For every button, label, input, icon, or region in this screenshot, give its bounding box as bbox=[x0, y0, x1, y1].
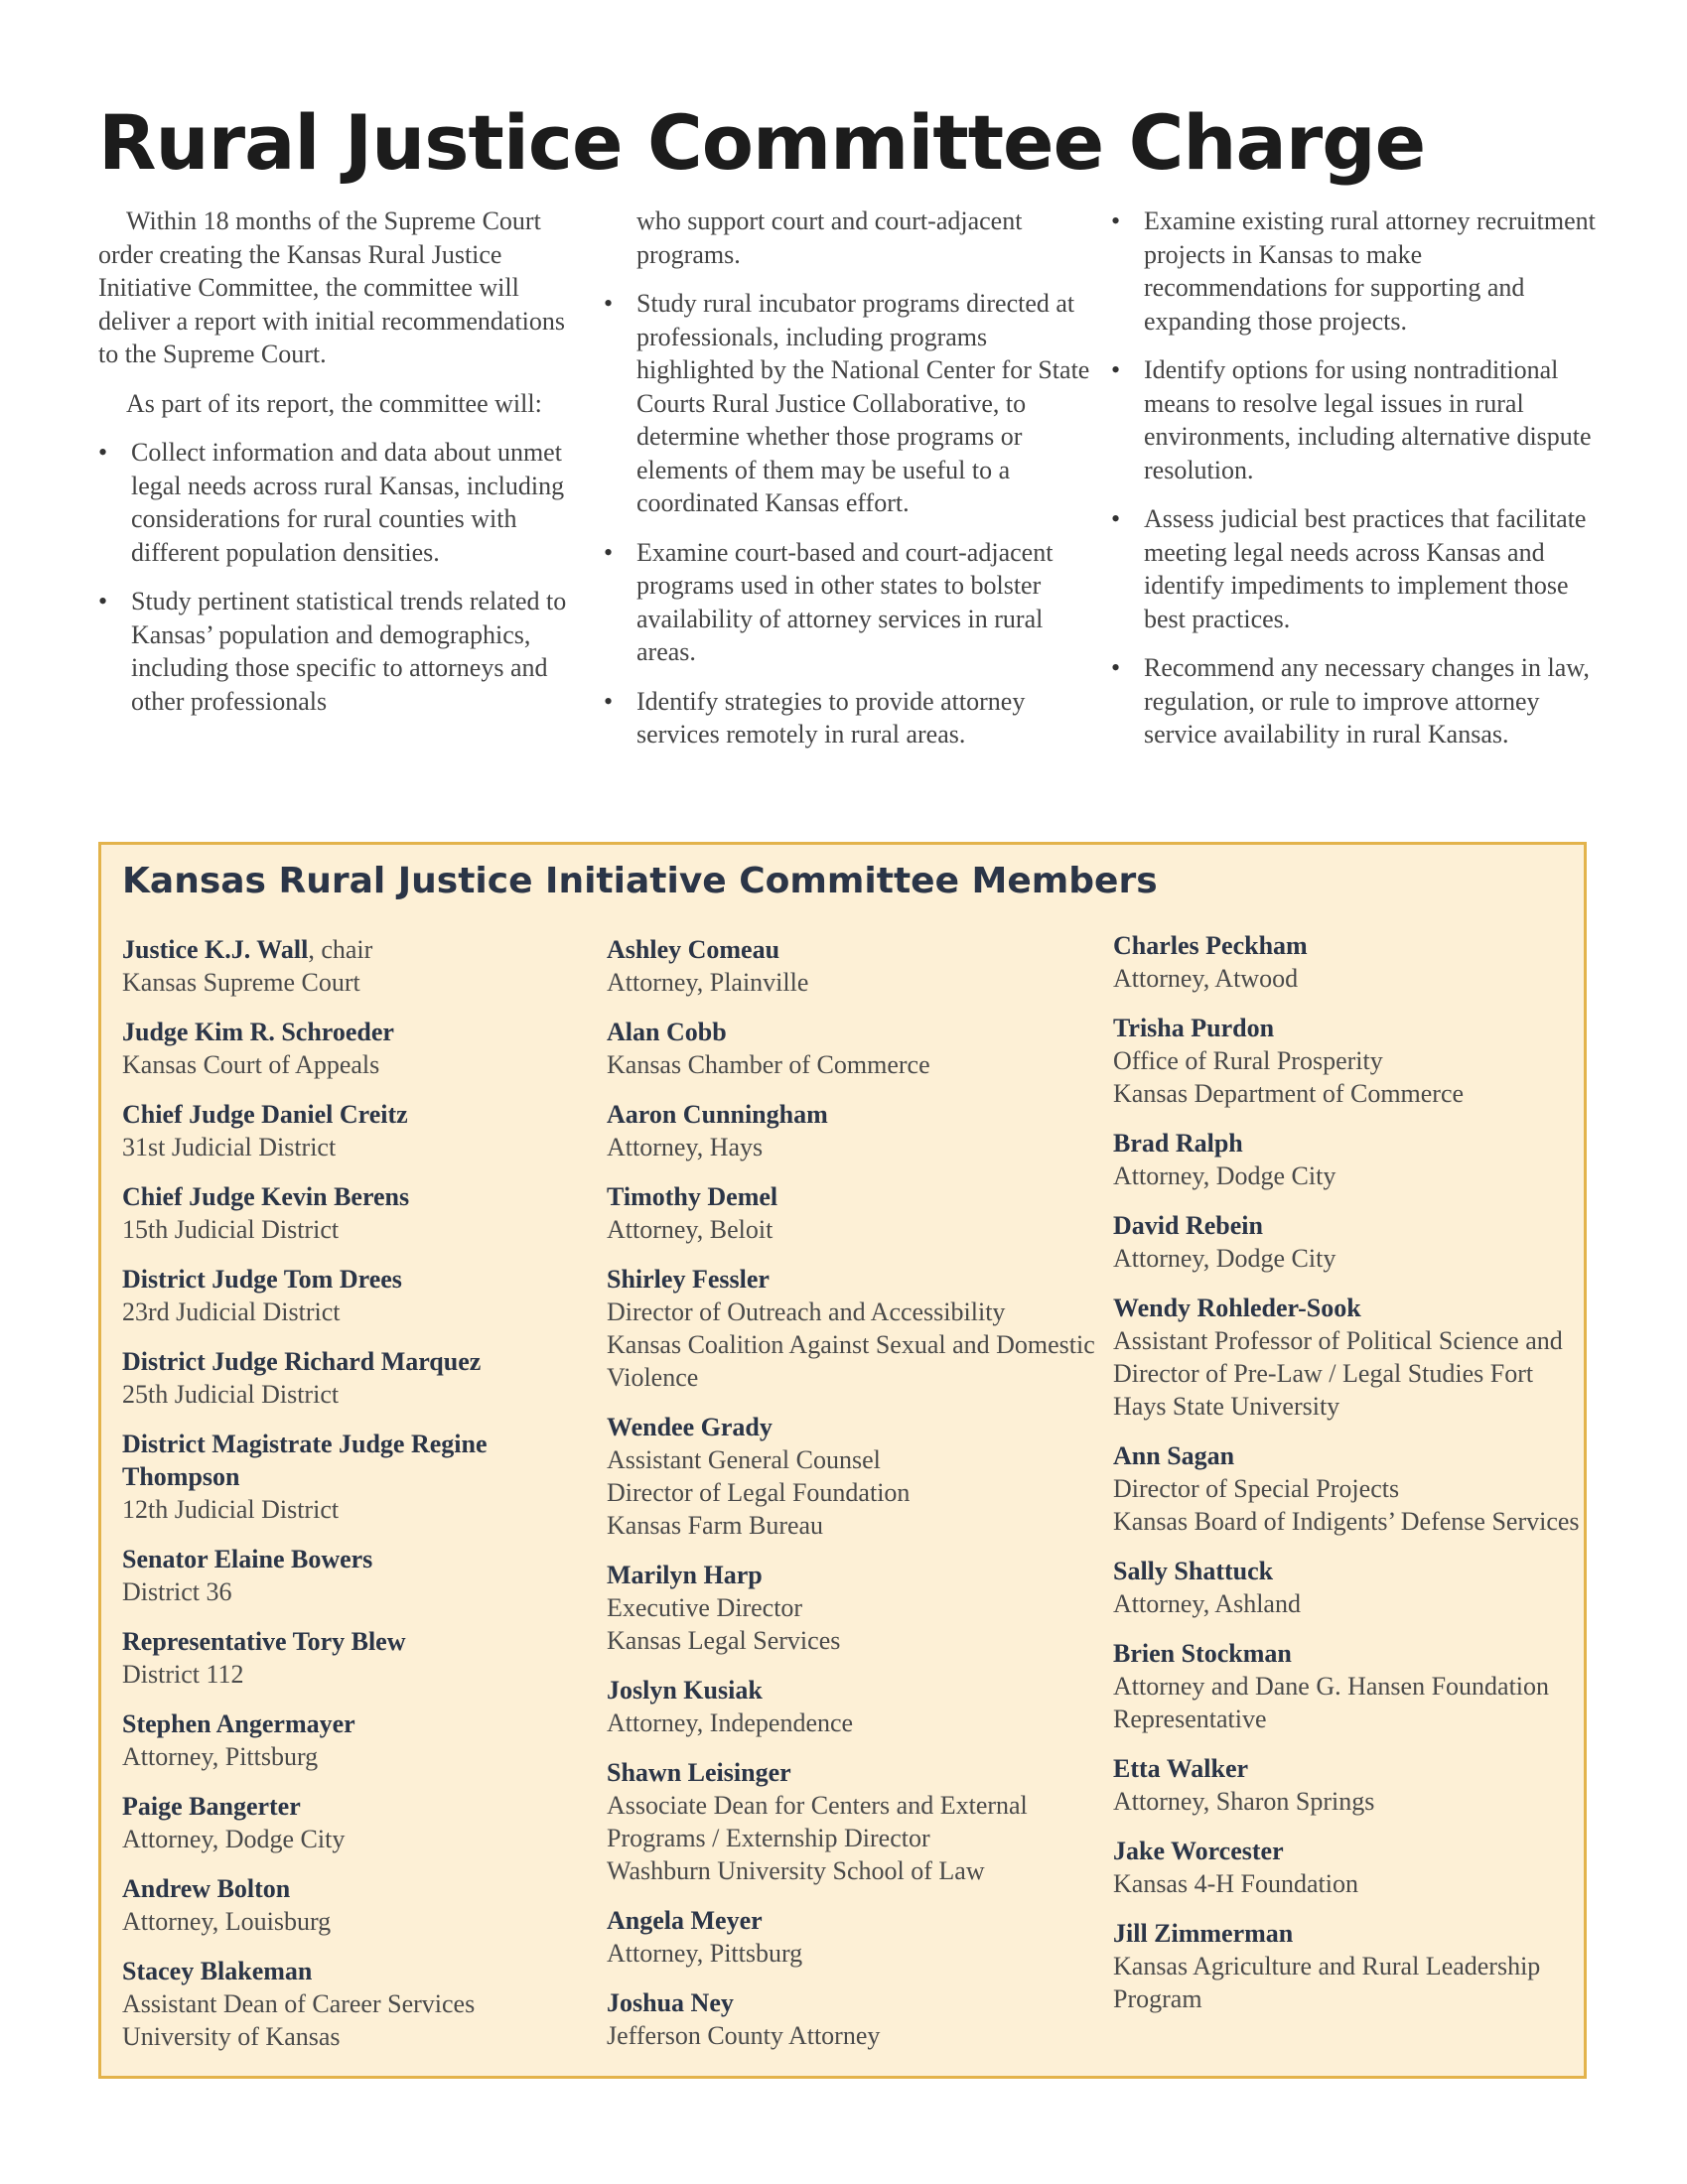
member-affiliation: Assistant General Counsel bbox=[607, 1445, 881, 1474]
member-name: Charles Peckham bbox=[1113, 931, 1308, 960]
member-name: Marilyn Harp bbox=[607, 1561, 763, 1589]
member-affiliation: Attorney, Beloit bbox=[607, 1215, 773, 1244]
member-name: Andrew Bolton bbox=[122, 1874, 291, 1903]
members-column-1 bbox=[122, 933, 589, 2070]
charge-intro-paragraph: As part of its report, the committee will: bbox=[126, 388, 542, 418]
member-affiliation: Assistant Dean of Career Services bbox=[122, 1989, 476, 2018]
member-name: Jake Worcester bbox=[1113, 1837, 1284, 1865]
member-entry bbox=[1113, 1012, 1580, 1110]
member-name: District Judge Richard Marquez bbox=[122, 1347, 482, 1376]
member-entry bbox=[1113, 1292, 1580, 1423]
charge-column-2 bbox=[604, 205, 1090, 767]
member-entry bbox=[122, 933, 589, 999]
member-name: Angela Meyer bbox=[607, 1906, 763, 1935]
member-entry bbox=[607, 1986, 1103, 2052]
charge-bullet-list bbox=[1111, 205, 1600, 751]
member-affiliation: Attorney, Dodge City bbox=[122, 1825, 346, 1853]
charge-bullet-item: • Assess judicial best practices that facilitate meeting legal needs across Kansas and identify impediments to implement those best practices. bbox=[1111, 502, 1600, 635]
member-name: District Judge Tom Drees bbox=[122, 1265, 402, 1294]
page-title: Rural Justice Committee Charge bbox=[98, 98, 1426, 187]
member-name: Alan Cobb bbox=[607, 1018, 727, 1046]
charge-column-1 bbox=[98, 205, 590, 734]
member-entry bbox=[122, 1707, 589, 1773]
member-role: , chair bbox=[308, 935, 373, 964]
member-name: Ann Sagan bbox=[1113, 1441, 1235, 1470]
member-affiliation: Kansas Board of Indigents’ Defense Services bbox=[1113, 1507, 1580, 1536]
member-affiliation: Attorney, Dodge City bbox=[1113, 1161, 1336, 1190]
member-affiliation: 23rd Judicial District bbox=[122, 1297, 341, 1326]
charge-intro-paragraph: Within 18 months of the Supreme Court order creating the Kansas Rural Justice Initiative Committee, the committee will deliver a report with initial recommendations to the Supreme Court. bbox=[98, 206, 566, 368]
member-name: Shawn Leisinger bbox=[607, 1758, 791, 1787]
member-affiliation: Attorney, Atwood bbox=[1113, 964, 1299, 993]
charge-bullet-continuation: who support court and court-adjacent programs. bbox=[636, 206, 1023, 269]
charge-bullet-item: • Examine existing rural attorney recruitment projects in Kansas to make recommendations for supporting and expanding those projects. bbox=[1111, 205, 1600, 338]
member-affiliation: Kansas 4-H Foundation bbox=[1113, 1869, 1358, 1898]
member-affiliation: District 36 bbox=[122, 1577, 232, 1606]
member-affiliation: Attorney, Pittsburg bbox=[607, 1939, 803, 1968]
member-affiliation: Attorney and Dane G. Hansen Foundation Representative bbox=[1113, 1672, 1550, 1733]
member-affiliation: Kansas Court of Appeals bbox=[122, 1050, 380, 1079]
member-affiliation: Kansas Department of Commerce bbox=[1113, 1079, 1465, 1108]
member-entry bbox=[122, 1016, 589, 1081]
member-name: Paige Bangerter bbox=[122, 1792, 301, 1821]
member-name: Jill Zimmerman bbox=[1113, 1919, 1294, 1948]
member-name: Joslyn Kusiak bbox=[607, 1676, 763, 1705]
charge-bullet-item: • Identify options for using nontraditional means to resolve legal issues in rural environments, including alternative dispute resolution. bbox=[1111, 353, 1600, 486]
member-entry bbox=[607, 1016, 1103, 1081]
member-name: David Rebein bbox=[1113, 1211, 1263, 1240]
member-entry bbox=[607, 1904, 1103, 1970]
member-entry bbox=[1113, 929, 1580, 995]
member-entry bbox=[122, 1955, 589, 2053]
members-column-2 bbox=[607, 933, 1103, 2069]
charge-bullet-list bbox=[604, 287, 1090, 751]
member-affiliation: Attorney, Plainville bbox=[607, 968, 809, 997]
member-affiliation: Kansas Supreme Court bbox=[122, 968, 360, 997]
member-name: Representative Tory Blew bbox=[122, 1627, 406, 1656]
charge-bullet-item: • Identify strategies to provide attorney services remotely in rural areas. bbox=[604, 685, 1090, 751]
member-affiliation: Kansas Agriculture and Rural Leadership Program bbox=[1113, 1952, 1541, 2013]
member-affiliation: 25th Judicial District bbox=[122, 1380, 340, 1409]
member-entry bbox=[1113, 1835, 1580, 1900]
member-entry bbox=[1113, 1555, 1580, 1620]
member-affiliation: Assistant Professor of Political Science and Director of Pre-Law / Legal Studies Fort Hays State University bbox=[1113, 1326, 1563, 1421]
charge-bullet-item: • Examine court-based and court-adjacent programs used in other states to bolster availability of attorney services in rural areas. bbox=[604, 536, 1090, 669]
member-name: Judge Kim R. Schroeder bbox=[122, 1018, 394, 1046]
member-affiliation: District 112 bbox=[122, 1660, 244, 1689]
member-affiliation: 31st Judicial District bbox=[122, 1133, 337, 1161]
members-heading: Kansas Rural Justice Initiative Committee Members bbox=[122, 861, 1158, 901]
member-name: Wendee Grady bbox=[607, 1413, 773, 1441]
member-entry bbox=[607, 1559, 1103, 1657]
member-entry bbox=[122, 1345, 589, 1411]
member-entry bbox=[1113, 1127, 1580, 1192]
charge-bullet-item: • Study rural incubator programs directed at professionals, including programs highlighted by the National Center for State Courts Rural Justice Collaborative, to determine whether those programs or elements of them may be useful to a coordinated Kansas effort. bbox=[604, 287, 1090, 520]
member-affiliation: Office of Rural Prosperity bbox=[1113, 1046, 1383, 1075]
member-affiliation: Attorney, Louisburg bbox=[122, 1907, 332, 1936]
member-affiliation: Director of Outreach and Accessibility bbox=[607, 1297, 1006, 1326]
member-affiliation: Attorney, Pittsburg bbox=[122, 1742, 319, 1771]
member-affiliation: 15th Judicial District bbox=[122, 1215, 340, 1244]
charge-column-3 bbox=[1111, 205, 1600, 767]
committee-members-box bbox=[98, 842, 1587, 2079]
member-name: Stacey Blakeman bbox=[122, 1957, 313, 1985]
member-entry bbox=[1113, 1917, 1580, 2015]
member-affiliation: Attorney, Sharon Springs bbox=[1113, 1787, 1375, 1816]
member-affiliation: Attorney, Dodge City bbox=[1113, 1244, 1336, 1273]
member-entry bbox=[122, 1263, 589, 1328]
charge-bullet-list bbox=[98, 436, 590, 718]
member-entry bbox=[607, 1098, 1103, 1163]
member-name: Brad Ralph bbox=[1113, 1129, 1243, 1158]
member-entry bbox=[607, 933, 1103, 999]
member-entry bbox=[607, 1263, 1103, 1394]
member-name: Shirley Fessler bbox=[607, 1265, 770, 1294]
member-affiliation: Jefferson County Attorney bbox=[607, 2021, 881, 2050]
member-affiliation: Attorney, Independence bbox=[607, 1708, 854, 1737]
member-entry bbox=[1113, 1439, 1580, 1538]
member-affiliation: Director of Special Projects bbox=[1113, 1474, 1400, 1503]
member-affiliation: Executive Director bbox=[607, 1593, 803, 1622]
member-name: Chief Judge Daniel Creitz bbox=[122, 1100, 408, 1129]
member-name: Chief Judge Kevin Berens bbox=[122, 1182, 410, 1211]
member-entry bbox=[122, 1872, 589, 1938]
member-name: Joshua Ney bbox=[607, 1988, 734, 2017]
member-entry bbox=[1113, 1637, 1580, 1735]
member-entry bbox=[607, 1756, 1103, 1887]
member-name: Timothy Demel bbox=[607, 1182, 778, 1211]
member-name: Justice K.J. Wall bbox=[122, 935, 309, 964]
charge-bullet-item: • Collect information and data about unmet legal needs across rural Kansas, including considerations for rural counties with different population densities. bbox=[98, 436, 590, 569]
member-entry bbox=[1113, 1209, 1580, 1275]
member-affiliation: Kansas Chamber of Commerce bbox=[607, 1050, 930, 1079]
member-name: District Magistrate Judge Regine Thompson bbox=[122, 1430, 488, 1491]
charge-bullet-item: • Study pertinent statistical trends related to Kansas’ population and demographics, including those specific to attorneys and other professionals bbox=[98, 585, 590, 718]
member-name: Aaron Cunningham bbox=[607, 1100, 828, 1129]
member-entry bbox=[607, 1411, 1103, 1542]
member-entry bbox=[122, 1428, 589, 1526]
member-name: Senator Elaine Bowers bbox=[122, 1545, 373, 1573]
member-name: Etta Walker bbox=[1113, 1754, 1249, 1783]
member-entry bbox=[122, 1180, 589, 1246]
member-affiliation: Kansas Farm Bureau bbox=[607, 1511, 824, 1540]
member-entry bbox=[607, 1674, 1103, 1739]
member-affiliation: Director of Legal Foundation bbox=[607, 1478, 911, 1507]
member-name: Sally Shattuck bbox=[1113, 1557, 1274, 1585]
member-name: Trisha Purdon bbox=[1113, 1014, 1275, 1042]
member-name: Wendy Rohleder-Sook bbox=[1113, 1294, 1361, 1322]
member-name: Ashley Comeau bbox=[607, 935, 780, 964]
member-affiliation: Attorney, Ashland bbox=[1113, 1589, 1301, 1618]
member-affiliation: Washburn University School of Law bbox=[607, 1856, 985, 1885]
member-name: Stephen Angermayer bbox=[122, 1709, 355, 1738]
member-affiliation: Attorney, Hays bbox=[607, 1133, 764, 1161]
member-entry bbox=[122, 1625, 589, 1691]
member-affiliation: University of Kansas bbox=[122, 2022, 341, 2051]
member-affiliation: Kansas Coalition Against Sexual and Domestic Violence bbox=[607, 1330, 1095, 1392]
member-entry bbox=[122, 1543, 589, 1608]
member-affiliation: 12th Judicial District bbox=[122, 1495, 340, 1524]
members-column-3 bbox=[1113, 929, 1580, 2032]
member-entry bbox=[1113, 1752, 1580, 1818]
member-entry bbox=[122, 1098, 589, 1163]
member-entry bbox=[122, 1790, 589, 1855]
member-entry bbox=[607, 1180, 1103, 1246]
member-affiliation: Associate Dean for Centers and External Programs / Externship Director bbox=[607, 1791, 1028, 1852]
charge-bullet-item: • Recommend any necessary changes in law, regulation, or rule to improve attorney service availability in rural Kansas. bbox=[1111, 651, 1600, 751]
member-name: Brien Stockman bbox=[1113, 1639, 1292, 1668]
member-affiliation: Kansas Legal Services bbox=[607, 1626, 841, 1655]
